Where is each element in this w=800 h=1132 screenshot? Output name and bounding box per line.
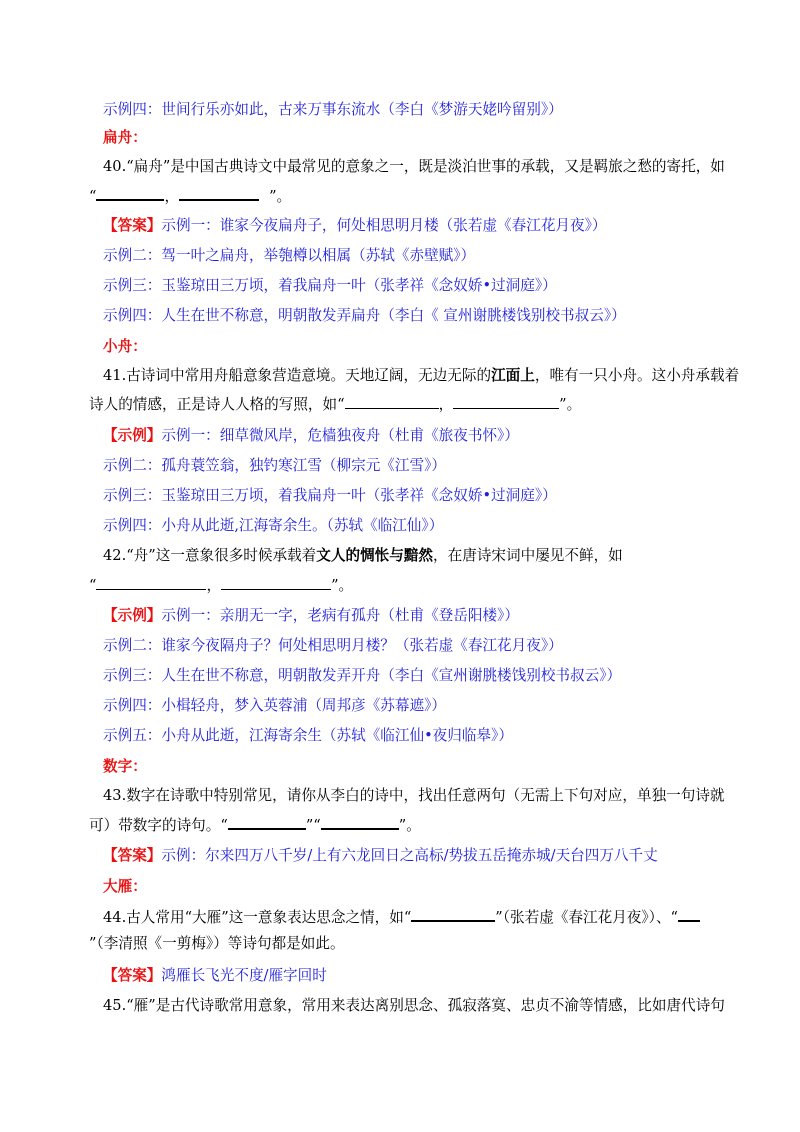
answer-41-example-3: 示例三：玉鉴琼田三万顷，着我扁舟一叶（张孝祥《念奴娇•过洞庭》） xyxy=(103,487,557,504)
answer-44: 【答案】鸿雁长飞光不度/雁字回时 xyxy=(103,967,327,984)
question-40-blanks: “ ， ”。 xyxy=(89,185,800,207)
answer-42-example-3: 示例三：人生在世不称意，明朝散发弄开舟（李白《宣州谢朓楼饯别校书叔云》） xyxy=(103,667,622,684)
answer-43: 【答案】示例：尔来四万八千岁/上有六龙回日之高标/势拔五岳掩赤城/天台四万八千丈 xyxy=(103,847,658,864)
answer-blank[interactable] xyxy=(179,185,259,201)
answer-42-example-4: 示例四：小楫轻舟，梦入英蓉浦（周邦彦《苏幕遮》） xyxy=(103,697,446,714)
answer-blank[interactable] xyxy=(96,185,164,201)
heading-shuzi: 数字： xyxy=(103,758,147,775)
answer-42-example-2: 示例二：谁家今夜隔舟子？何处相思明月楼？（张若虚《春江花月夜》） xyxy=(103,637,563,654)
heading-dayan: 大雁： xyxy=(103,878,147,895)
answer-blank[interactable] xyxy=(221,575,331,590)
answer-40-example-2: 示例二：驾一叶之扁舟，举匏樽以相属（苏轼《赤壁赋》） xyxy=(103,247,476,264)
answer-40-example-4: 示例四：人生在世不称意，明朝散发弄扁舟（李白《 宣州谢朓楼饯别校书叔云》） xyxy=(103,307,626,324)
answer-blank[interactable] xyxy=(345,394,439,409)
answer-blank[interactable] xyxy=(411,906,495,922)
answer-41-example-1: 【示例】示例一：细草微风岸，危樯独夜舟（杜甫《旅夜书怀》） xyxy=(103,427,519,444)
question-45-text: 45.“雁”是古代诗歌常用意象，常用来表达离别思念、孤寂落寞、忠贞不渝等情感，比如唐代诗句 xyxy=(103,997,725,1014)
question-44-text: 44.古人常用“大雁”这一意象表达思念之情，如“ ”（张若虚《春江花月夜》）、“ xyxy=(103,906,800,928)
answer-blank[interactable] xyxy=(453,394,559,409)
answer-42-example-1: 【示例】示例一：亲朋无一字，老病有孤舟（杜甫《登岳阳楼》） xyxy=(103,607,519,624)
question-41-blanks: 诗人的情感，正是诗人人格的写照，如“ ， ”。 xyxy=(89,396,582,413)
question-42-text: 42.“舟”这一意象很多时候承载着文人的惆怅与黯然，在唐诗宋词中屡见不鲜，如 xyxy=(103,547,623,564)
question-42-blanks: “ ， ”。 xyxy=(89,577,354,594)
question-40-text: 40.“扁舟”是中国古典诗文中最常见的意象之一，既是淡泊世事的承载，又是羁旅之愁的寄托，如 xyxy=(103,158,725,175)
question-43-text: 43.数字在诗歌中特别常见，请你从李白的诗中，找出任意两句（无需上下句对应，单独一句诗就 xyxy=(103,787,725,804)
answer-41-example-4: 示例四：小舟从此逝,江海寄余生。（苏轼《临江仙》） xyxy=(103,517,444,534)
answer-blank[interactable] xyxy=(678,906,700,922)
example-4-dream-tianmu: 示例四：世间行乐亦如此，古来万事东流水（李白《梦游天姥吟留别》） xyxy=(103,101,563,118)
heading-xiaozhou: 小舟： xyxy=(103,338,147,355)
answer-blank[interactable] xyxy=(228,814,306,830)
question-43-blanks: 可）带数字的诗句。“ ”“ ”。 xyxy=(89,814,800,836)
answer-40-example-1: 【答案】示例一：谁家今夜扁舟子，何处相思明月楼（张若虚《春江花月夜》） xyxy=(103,217,607,234)
answer-blank[interactable] xyxy=(96,575,206,590)
heading-bianzhou: 扁舟： xyxy=(103,129,147,146)
answer-40-example-3: 示例三：玉鉴琼田三万顷，着我扁舟一叶（张孝祥《念奴娇•过洞庭》） xyxy=(103,277,557,294)
question-41-text: 41.古诗词中常用舟船意象营造意境。天地辽阔，无边无际的江面上，唯有一只小舟。这小舟承载着 xyxy=(103,367,740,384)
answer-42-example-5: 示例五：小舟从此逝，江海寄余生（苏轼《临江仙•夜归临皋》） xyxy=(103,727,513,744)
question-44-continued: ”（李清照《一剪梅》）等诗句都是如此。 xyxy=(89,935,345,952)
answer-41-example-2: 示例二：孤舟蓑笠翁，独钓寒江雪（柳宗元《江雪》） xyxy=(103,457,446,474)
answer-blank[interactable] xyxy=(321,814,399,830)
